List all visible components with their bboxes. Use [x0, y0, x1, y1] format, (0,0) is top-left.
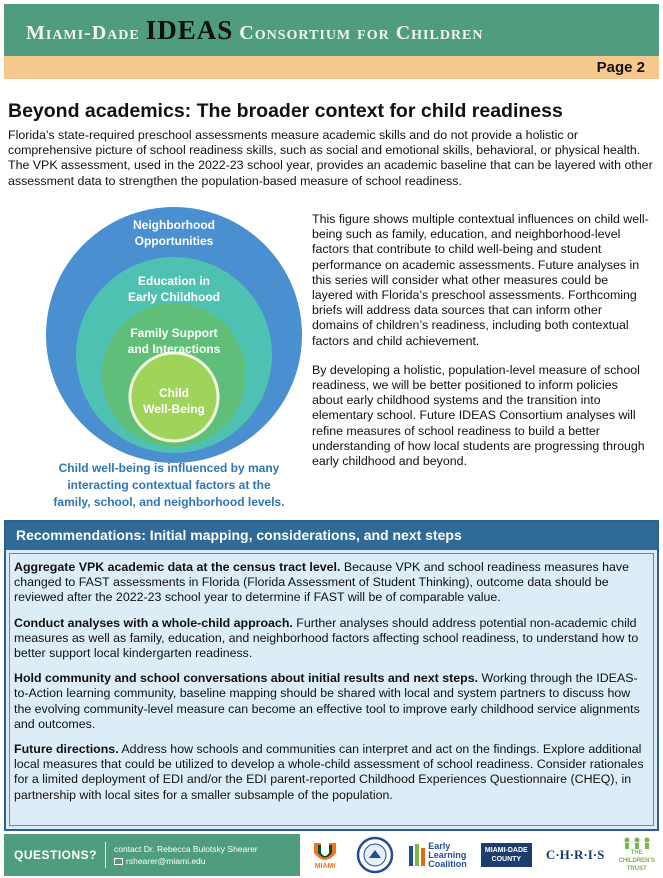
miami-logo-text: MIAMI: [314, 862, 336, 870]
contact-email-link[interactable]: rshearer@miami.edu: [126, 856, 206, 866]
early-learning-coalition-logo: [408, 842, 467, 869]
elc-text-3: Coalition: [428, 858, 467, 869]
trust-text-3: TRUST: [626, 866, 647, 872]
chris-text: C·H·R·I·S: [545, 847, 605, 862]
partner-logos: [300, 834, 659, 876]
miami-dade-county-logo: [481, 843, 532, 867]
recommendation-item: [14, 671, 649, 732]
children-figures-icon: [622, 837, 652, 849]
chris-logo: [546, 847, 605, 863]
ring-label-neighborhood-1: Neighborhood: [133, 218, 215, 232]
recommendation-lead: Conduct analyses with a whole-child approach.: [14, 615, 293, 630]
caption-line-2: interacting contextual factors at the: [67, 478, 271, 492]
recommendation-text: Further analyses should address potential non-academic child measures as well as family, education, and neighborhood factors affecting school readiness, to understand how to better support local kindergarten readiness.: [14, 615, 639, 661]
recommendation-text: Address how schools and communities can interpret and act on the findings. Explore additional local measures that could be utilized to develop a whole-child assessment of school readiness. Consider rationales for a limited deployment of EDI and/or the EDI parent-reported Childhood Experiences Questionnaire (CHEQ), in partnership with local sites for a smaller subsample of the population.: [14, 742, 644, 802]
seal-icon: [356, 836, 394, 874]
mail-icon: [114, 858, 123, 865]
ring-label-family-1: Family Support: [130, 326, 218, 340]
consortium-title: [26, 15, 483, 46]
elc-text-1: Early: [428, 840, 451, 851]
header-banner: [4, 4, 659, 56]
recommendations-box: [4, 520, 659, 831]
contact-info: [114, 843, 258, 867]
trust-text-2: CHILDREN'S: [618, 858, 655, 864]
recommendation-text: Working through the IDEAS-to-Action learning community, baseline mapping should be shared with local and system partners to discuss how the evolving community-level measure can become an effective tool to improve early childhood service alignments and outcomes.: [14, 671, 640, 731]
recommendation-text: Because VPK and school readiness measures have changed to FAST assessments in Florida (Florida Assessment of Student Thinking), outcome data should be reviewed after the 2022-23 school year to determine if FAST will be of comparable value.: [14, 560, 630, 605]
title-ideas: IDEAS: [145, 14, 234, 45]
ring-label-education-1: Education in: [138, 274, 210, 288]
books-icon: [408, 842, 426, 868]
ring-label-child-1: Child: [159, 386, 189, 400]
caption-line-1: Child well-being is influenced by many: [58, 461, 280, 475]
title-suffix: Consortium for Children: [233, 21, 484, 44]
elc-text-2: Learning: [428, 849, 467, 860]
recommendation-item: [14, 560, 649, 606]
right-column: [312, 212, 652, 483]
footer-contact: [4, 834, 300, 876]
university-u-icon: [312, 841, 338, 863]
ring-label-family-2: and Interactions: [127, 342, 221, 356]
page-bar: [4, 56, 659, 79]
caption-line-3: family, school, and neighborhood levels.: [53, 495, 285, 509]
school-board-seal: [356, 836, 394, 874]
holistic-measure-paragraph: By developing a holistic, population-level measure of school readiness, we will be better positioned to inform policies about early childhood systems and the transition into elementary school. Future IDEAS Consortium analyses will refine measures of school readiness to build a better understanding of how local students are progressing through early childhood and beyond.: [312, 362, 645, 469]
intro-paragraph: Florida’s state-required preschool assessments measure academic skills and do not provide a holistic or comprehensive picture of school readiness skills, such as social and emotional skills, behavioral, or physical health. The VPK assessment, used in the 2022-23 school year, provides an academic baseline that can be layered with other assessment data to strengthen the population-based measure of school readiness.: [8, 128, 653, 188]
questions-label: QUESTIONS?: [14, 842, 106, 868]
page-number: Page 2: [596, 59, 645, 76]
contact-name: contact Dr. Rebecca Bulotsky Shearer: [114, 844, 258, 854]
trust-text-1: THE: [630, 850, 643, 856]
recommendations-list: [9, 553, 654, 826]
figure-description: This figure shows multiple contextual influences on child well-being such as family, education, and neighborhood-level factors that contribute to child well-being and student performance on academic assessments. Future analyses in this series will consider what other measures could be layered with Florida’s preschool assessments. Forthcoming briefs will address data sources that can inform other domains of children’s readiness, including both contextual factors and child achievement.: [312, 212, 649, 348]
childrens-trust-logo: [619, 837, 655, 873]
footer: [4, 834, 659, 876]
recommendation-lead: Future directions.: [14, 742, 119, 757]
miami-logo: [308, 841, 342, 870]
mdc-text-2: COUNTY: [491, 856, 522, 863]
recommendation-lead: Hold community and school conversations about initial results and next steps.: [14, 671, 479, 686]
recommendations-title: Recommendations: Initial mapping, considerations, and next steps: [6, 522, 657, 550]
mdc-text-1: MIAMI-DADE: [484, 847, 528, 854]
title-prefix: Miami-Dade: [26, 21, 146, 44]
ring-label-neighborhood-2: Opportunities: [134, 234, 214, 248]
section-heading: Beyond academics: The broader context for child readiness: [8, 100, 563, 122]
ring-label-child-2: Well-Being: [143, 402, 205, 416]
recommendation-lead: Aggregate VPK academic data at the census tract level.: [14, 560, 341, 574]
contextual-influences-diagram: [44, 205, 304, 465]
recommendation-item: [14, 616, 649, 662]
diagram-caption: [38, 460, 300, 511]
ring-label-education-2: Early Childhood: [127, 290, 221, 304]
recommendation-item: [14, 742, 649, 803]
